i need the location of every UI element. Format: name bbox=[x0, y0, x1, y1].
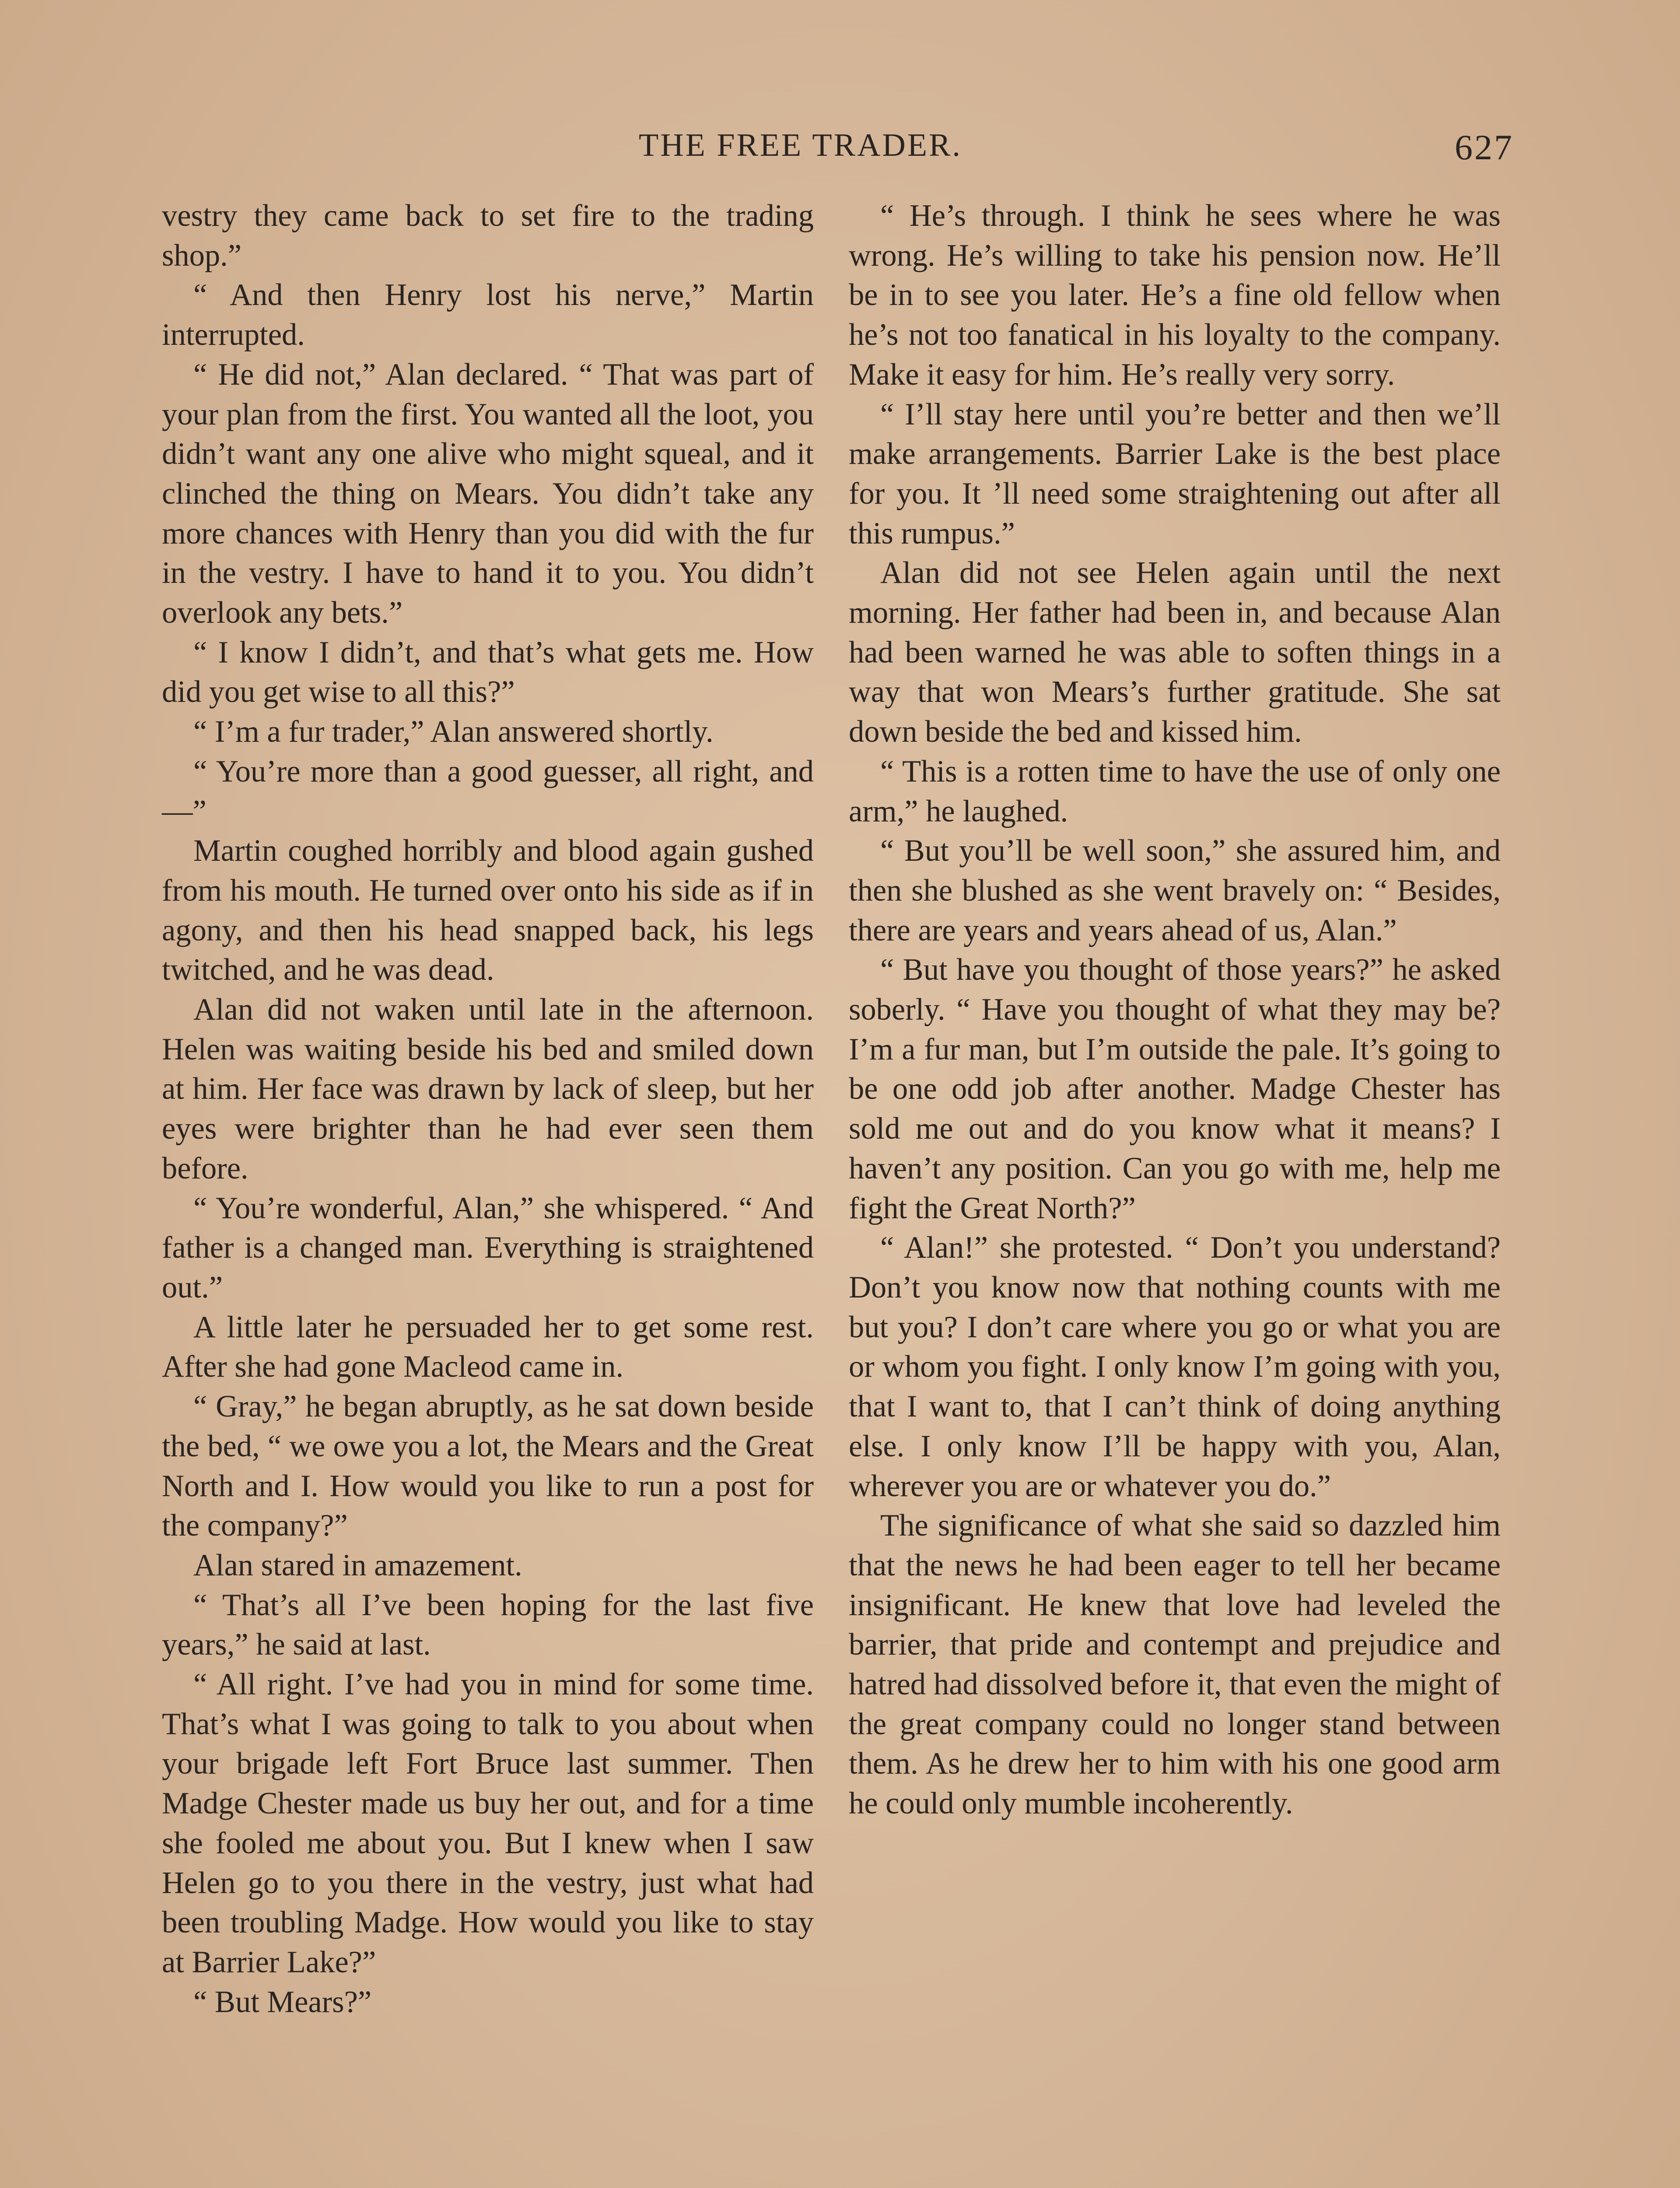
paragraph: “ But Mears?” bbox=[193, 1985, 372, 2019]
paragraph: “ He’s through. I think he sees where he was wrong. He’s willing to take his pension now. He’ll be in to see you later. He’s a fine old fellow when he’s not too fanatical in his loyalty to the company. Make it easy for him. He’s really very sorry. bbox=[849, 199, 1501, 392]
paragraph: vestry they came back to set fire to the trading shop.” bbox=[162, 199, 814, 273]
paragraph: “ But have you thought of those years?” he asked soberly. “ Have you thought of what they may be? I’m a fur man, but I’m outside the pale. It’s going to be one odd job after another. Madge Chester has sold me out and do you know what it means? I haven’t any position. Can you go with me, help me fight the Great North?” bbox=[849, 953, 1501, 1225]
right-column bbox=[849, 196, 1501, 1823]
paragraph: “ Gray,” he began abruptly, as he sat down beside the bed, “ we owe you a lot, the Mears and the Great North and I. How would you like to run a post for the company?” bbox=[162, 1389, 814, 1543]
paragraph: “ I know I didn’t, and that’s what gets me. How did you get wise to all this?” bbox=[162, 635, 814, 709]
paragraph: “ I’ll stay here until you’re better and then we’ll make arrangements. Barrier Lake is the best place for you. It ’ll need some straightening out after all this rumpus.” bbox=[849, 397, 1501, 551]
page-number: 627 bbox=[1455, 127, 1514, 167]
paragraph: “ You’re wonderful, Alan,” she whispered. “ And father is a changed man. Everything is straightened out.” bbox=[162, 1191, 814, 1304]
running-title: THE FREE TRADER. bbox=[639, 127, 962, 163]
paragraph: A little later he persuaded her to get some rest. After she had gone Macleod came in. bbox=[162, 1310, 814, 1384]
paragraph: “ But you’ll be well soon,” she assured him, and then she blushed as she went bravely on: “ Besides, there are years and years ahead of us, Alan.” bbox=[849, 834, 1501, 947]
paragraph: “ He did not,” Alan declared. “ That was part of your plan from the first. You wanted all the loot, you didn’t want any one alive who might squeal, and it clinched the thing on Mears. You didn’t take any more chances with Henry than you did with the fur in the vestry. I have to hand it to you. You didn’t overlook any bets.” bbox=[162, 357, 814, 630]
paragraph: “ That’s all I’ve been hoping for the last five years,” he said at last. bbox=[162, 1588, 814, 1662]
paragraph: Martin coughed horribly and blood again gushed from his mouth. He turned over onto his side as if in agony, and then his head snapped back, his legs twitched, and he was dead. bbox=[162, 834, 814, 987]
paragraph: Alan stared in amazement. bbox=[193, 1548, 522, 1582]
paragraph: “ All right. I’ve had you in mind for some time. That’s what I was going to talk to you about when your brigade left Fort Bruce last summer. Then Madge Chester made us buy her out, and for a time she fooled me about you. But I knew when I saw Helen go to you there in the vestry, just what had been troubling Madge. How would you like to stay at Barrier Lake?” bbox=[162, 1667, 814, 1979]
paragraph: “ This is a rotten time to have the use of only one arm,” he laughed. bbox=[849, 754, 1501, 828]
paragraph: Alan did not waken until late in the afternoon. Helen was waiting beside his bed and smiled down at him. Her face was drawn by lack of sleep, but her eyes were brighter than he had ever seen them before. bbox=[162, 992, 814, 1185]
paragraph: Alan did not see Helen again until the next morning. Her father had been in, and because Alan had been warned he was able to soften things in a way that won Mears’s further gratitude. She sat down beside the bed and kissed him. bbox=[849, 556, 1501, 749]
page-header bbox=[162, 127, 1514, 175]
paragraph: “ You’re more than a good guesser, all right, and—” bbox=[162, 754, 814, 828]
left-column bbox=[162, 196, 814, 2022]
paragraph: “ I’m a fur trader,” Alan answered shortly. bbox=[193, 715, 714, 749]
paragraph: “ Alan!” she protested. “ Don’t you understand? Don’t you know now that nothing counts with me but you? I don’t care where you go or what you are or whom you fight. I only know I’m going with you, that I want to, that I can’t think of doing anything else. I only know I’ll be happy with you, Alan, wherever you are or whatever you do.” bbox=[849, 1231, 1501, 1503]
paragraph: “ And then Henry lost his nerve,” Martin interrupted. bbox=[162, 278, 814, 352]
paragraph: The significance of what she said so dazzled him that the news he had been eager to tell her became insignificant. He knew that love had leveled the barrier, that pride and contempt and prejudice and hatred had dissolved before it, that even the might of the great company could no longer stand between them. As he drew her to him with his one good arm he could only mumble incoherently. bbox=[849, 1508, 1501, 1821]
